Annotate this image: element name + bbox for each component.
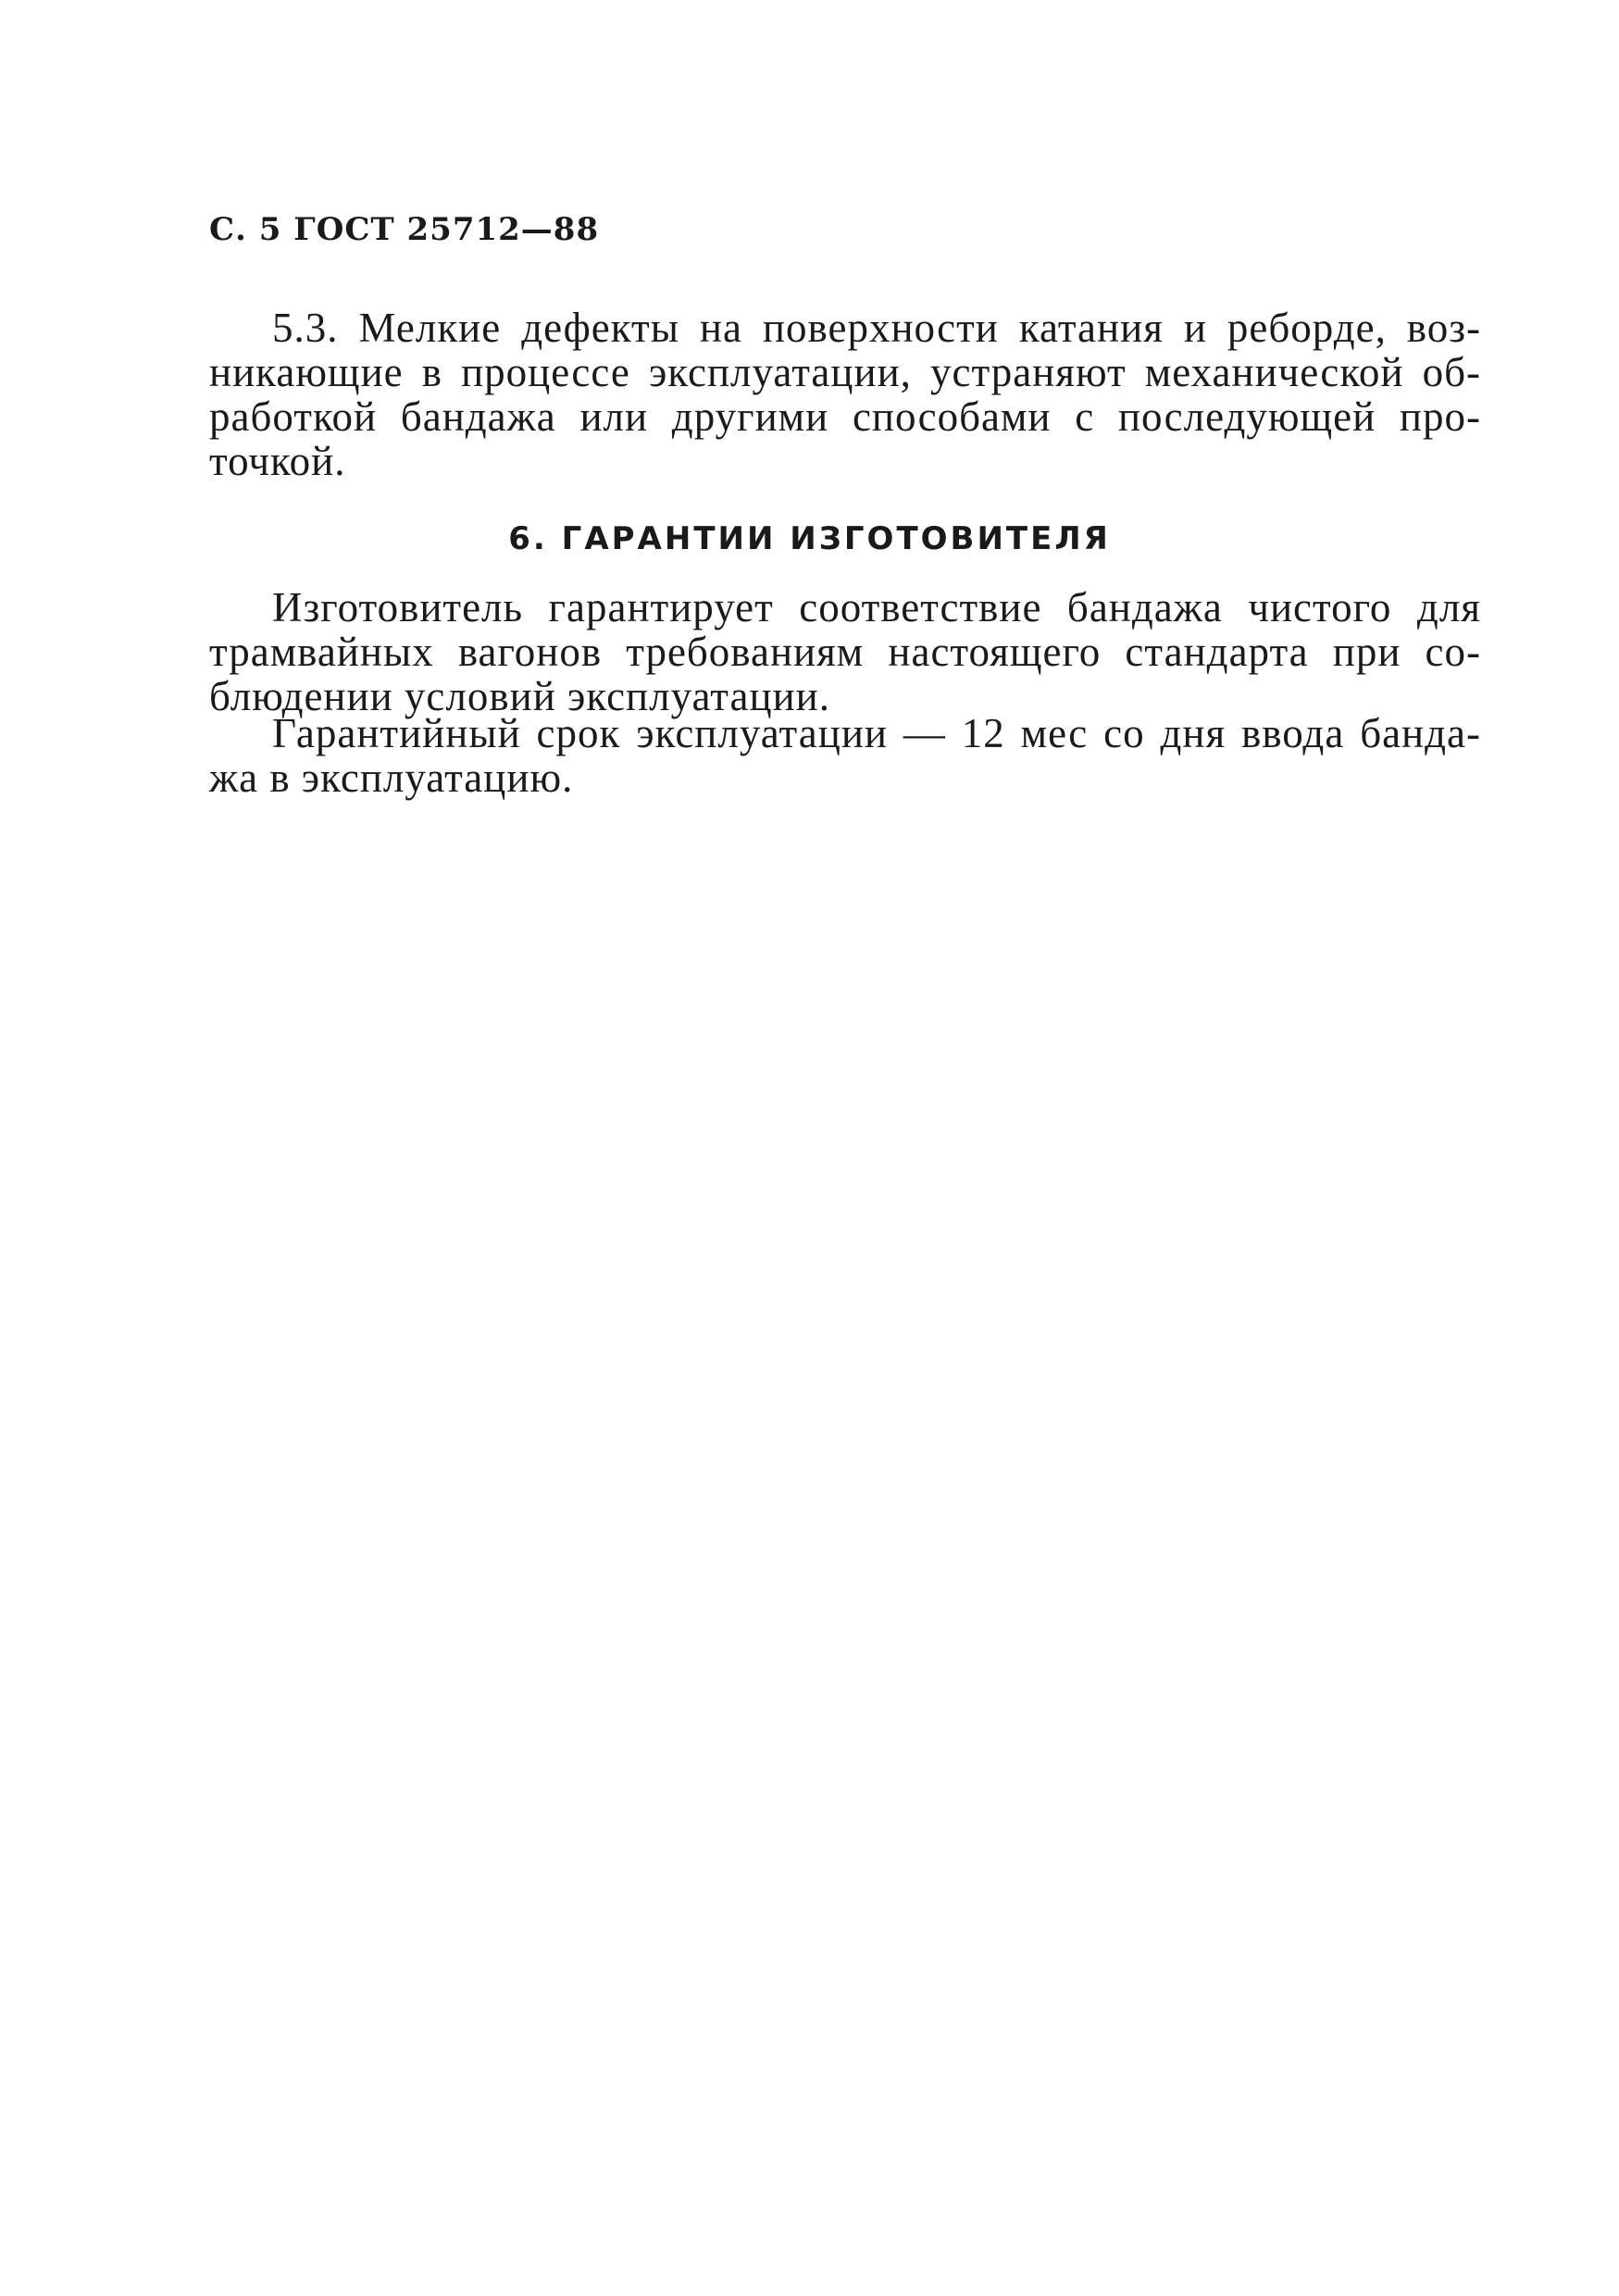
paragraph-line: Изготовитель гарантирует соответствие бандажа чистого для bbox=[272, 584, 1481, 630]
paragraph-line: никающие в процессе эксплуатации, устраняют механической об- bbox=[209, 349, 1481, 395]
paragraph-line: жа в эксплуатацию. bbox=[209, 755, 574, 801]
paragraph-line: Гарантийный срок эксплуатации — 12 мес со дня ввода банда- bbox=[272, 710, 1481, 756]
paragraph-line: 5.3. Мелкие дефекты на поверхности катания и реборде, воз- bbox=[272, 305, 1481, 351]
section-title: 6. ГАРАНТИИ ИЗГОТОВИТЕЛЯ bbox=[508, 520, 1111, 557]
paragraph-line: точкой. bbox=[209, 438, 346, 484]
paragraph-warranty-1 bbox=[209, 585, 1481, 718]
paragraph-line: трамвайных вагонов требованиям настоящего стандарта при со- bbox=[209, 629, 1481, 675]
paragraph-warranty-2 bbox=[209, 711, 1481, 800]
running-head: С. 5 ГОСТ 25712—88 bbox=[209, 211, 600, 248]
paragraph-5-3 bbox=[209, 306, 1481, 483]
paragraph-line: работкой бандажа или другими способами с последующей про- bbox=[209, 393, 1481, 440]
paragraph-line: блюдении условий эксплуатации. bbox=[209, 673, 830, 719]
